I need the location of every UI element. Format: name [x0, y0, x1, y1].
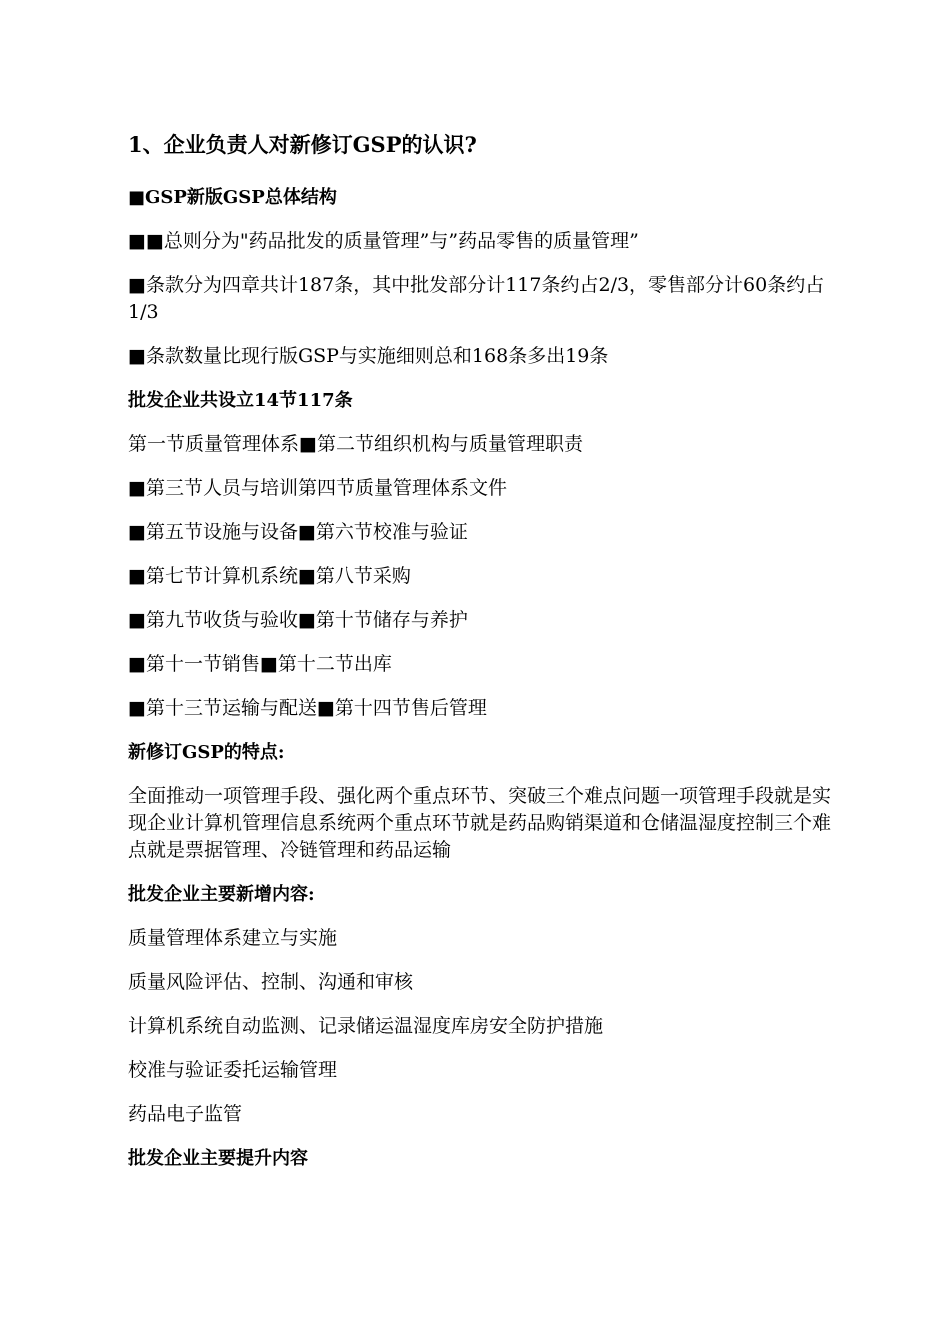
list-item-section: 第一节质量管理体系■第二节组织机构与质量管理职责 [128, 433, 583, 455]
list-item-new-content: 质量管理体系建立与实施 [128, 927, 338, 949]
list-item-section: ■第九节收货与验收■第十节储存与养护 [128, 609, 468, 631]
section-heading-features: 新修订GSP的特点: [128, 742, 285, 763]
document-page [128, 130, 844, 1189]
paragraph-general-rules: ■■总则分为"药品批发的质量管理”与”药品零售的质量管理” [128, 230, 639, 252]
section-heading-structure: ■GSP新版GSP总体结构 [128, 187, 337, 208]
list-item-section: ■第十一节销售■第十二节出库 [128, 653, 392, 675]
paragraph-clause-count: ■条款分为四章共计187条，其中批发部分计117条约占2/3，零售部分计60条约占1/3 [128, 274, 825, 323]
document-title: 1、企业负责人对新修订GSP的认识? [128, 132, 477, 157]
list-item-section: ■第七节计算机系统■第八节采购 [128, 565, 411, 587]
list-item-new-content: 质量风险评估、控制、沟通和审核 [128, 971, 414, 993]
list-item-section: ■第五节设施与设备■第六节校准与验证 [128, 521, 468, 543]
section-heading-new-content: 批发企业主要新增内容: [128, 884, 315, 905]
list-item-new-content: 药品电子监管 [128, 1103, 243, 1125]
section-heading-wholesale-sections: 批发企业共设立14节117条 [128, 390, 353, 411]
section-heading-improved-content: 批发企业主要提升内容 [128, 1148, 308, 1169]
paragraph-features: 全面推动一项管理手段、强化两个重点环节、突破三个难点问题一项管理手段就是实现企业计算机管理信息系统两个重点环节就是药品购销渠道和仓储温湿度控制三个难点就是票据管理、冷链管理和药品运输 [128, 785, 832, 861]
list-item-section: ■第十三节运输与配送■第十四节售后管理 [128, 697, 487, 719]
paragraph-clause-compare: ■条款数量比现行版GSP与实施细则总和168条多出19条 [128, 345, 609, 367]
list-item-new-content: 计算机系统自动监测、记录储运温湿度库房安全防护措施 [128, 1015, 604, 1037]
list-item-section: ■第三节人员与培训第四节质量管理体系文件 [128, 477, 507, 499]
list-item-new-content: 校准与验证委托运输管理 [128, 1059, 338, 1081]
